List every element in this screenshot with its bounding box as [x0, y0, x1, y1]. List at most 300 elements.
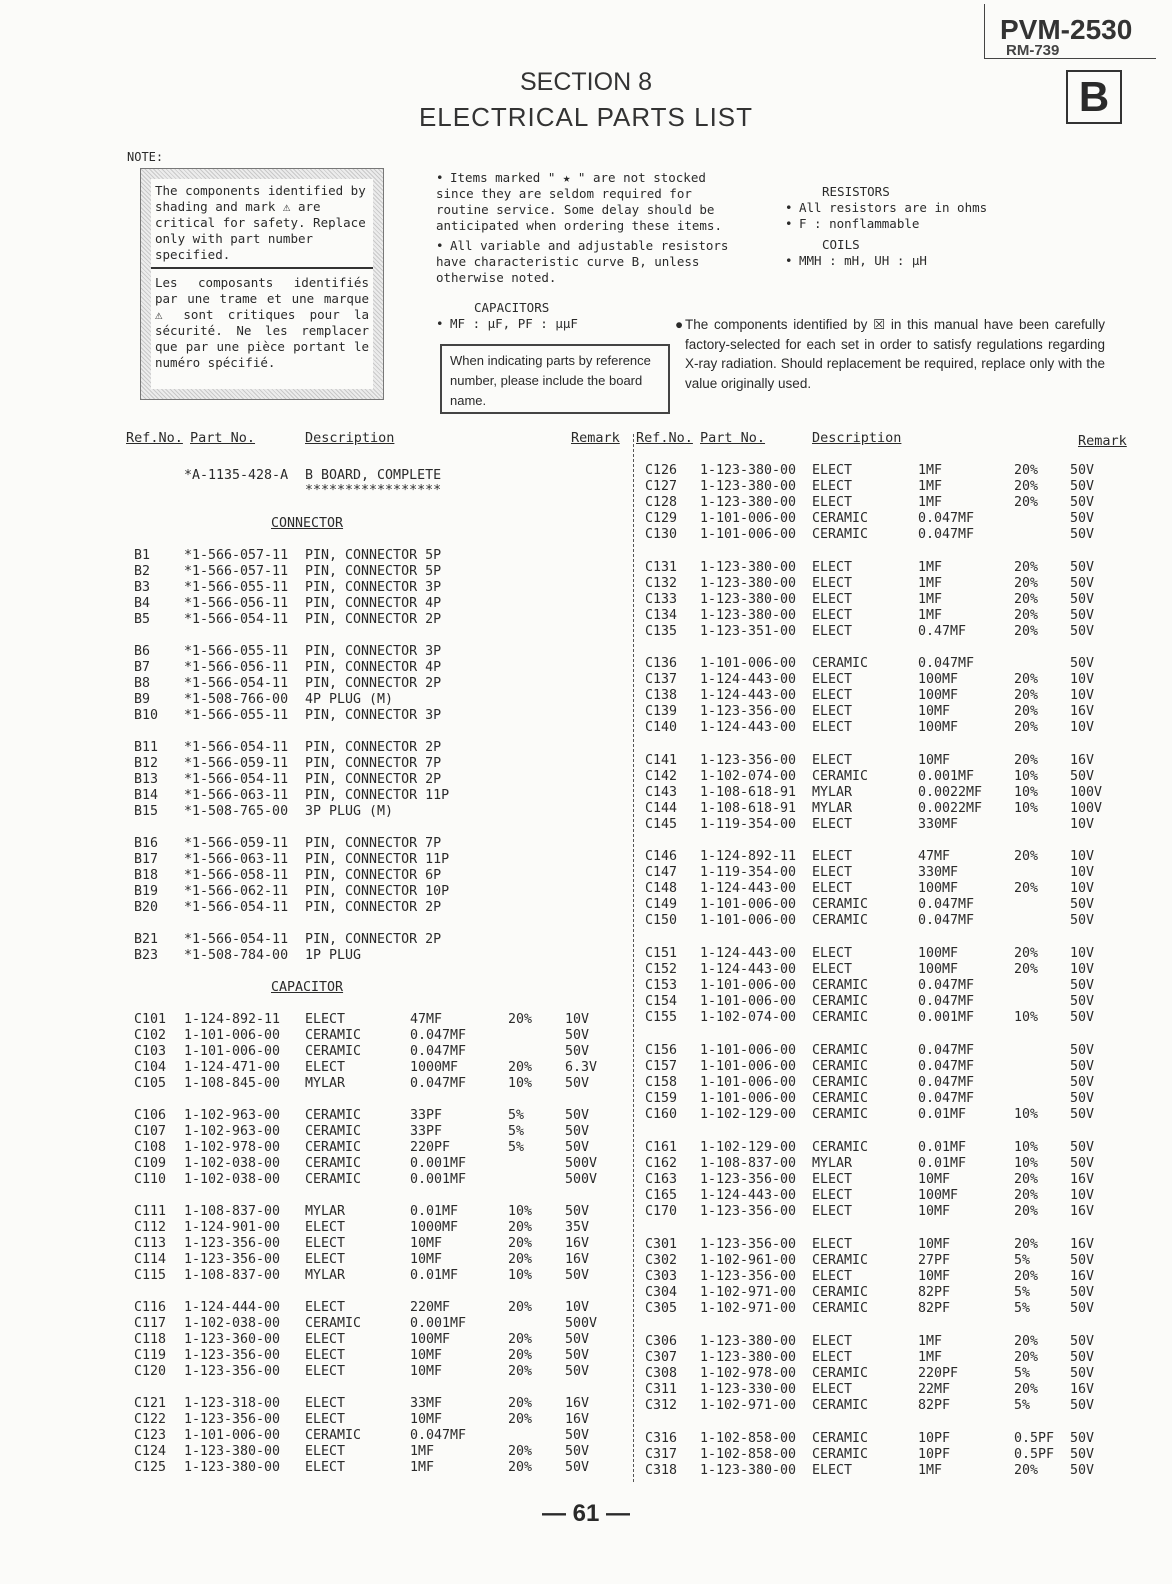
table-row	[0, 1107, 1172, 1123]
cell-tol: 5%	[1014, 1301, 1031, 1316]
cell-tol: 10%	[1014, 1107, 1039, 1122]
cell-ref: B15	[134, 804, 159, 819]
cell-volt: 50V	[1070, 1253, 1095, 1268]
col-desc-left: Description	[305, 430, 395, 446]
cell-desc: PIN, CONNECTOR 3P	[305, 708, 442, 723]
cell-ref: C148	[645, 881, 678, 896]
table-row	[0, 1269, 1172, 1285]
cell-desc: CERAMIC	[812, 1398, 869, 1413]
cell-val: 10MF	[918, 704, 951, 719]
cell-part: 1-101-006-00	[184, 1428, 281, 1443]
cell-ref: C307	[645, 1350, 678, 1365]
cell-volt: 10V	[1070, 881, 1095, 896]
table-row	[0, 1075, 1172, 1091]
cell-desc: CERAMIC	[812, 1075, 869, 1090]
cell-desc: CERAMIC	[812, 1431, 869, 1446]
cell-val: 100MF	[918, 946, 959, 961]
cell-volt: 10V	[565, 1012, 590, 1027]
cell-val: 0.047MF	[410, 1044, 467, 1059]
cell-ref: C129	[645, 511, 678, 526]
cell-desc: ELECT	[812, 560, 853, 575]
table-row	[0, 672, 1172, 688]
cell-desc: MYLAR	[305, 1076, 346, 1091]
cell-ref: C122	[134, 1412, 167, 1427]
cell-val: 0.001MF	[410, 1172, 467, 1187]
table-row	[0, 495, 1172, 511]
cell-volt: 16V	[1070, 1382, 1095, 1397]
table-row	[0, 720, 1172, 736]
cell-ref: C146	[645, 849, 678, 864]
cell-volt: 10V	[1070, 688, 1095, 703]
table-row	[0, 1431, 1172, 1447]
cell-ref: C316	[645, 1431, 678, 1446]
cell-volt: 50V	[1070, 1334, 1095, 1349]
cell-val: 82PF	[918, 1398, 951, 1413]
cell-ref: B9	[134, 692, 151, 707]
table-row	[0, 511, 1172, 527]
cell-part: 1-123-380-00	[700, 495, 797, 510]
cell-part: 1-108-837-00	[184, 1268, 281, 1283]
cell-ref: B23	[134, 948, 159, 963]
cell-part: 1-101-006-00	[700, 913, 797, 928]
cell-val: 100MF	[918, 688, 959, 703]
cell-val: 1MF	[918, 1463, 943, 1478]
cell-val: 10MF	[918, 1269, 951, 1284]
cell-val: 0.47MF	[918, 624, 967, 639]
table-row	[0, 704, 1172, 720]
cell-volt: 50V	[1070, 1366, 1095, 1381]
col-remark-left: Remark	[571, 430, 620, 446]
cell-desc: ELECT	[305, 1396, 346, 1411]
cell-val: 0.047MF	[918, 1091, 975, 1106]
cell-volt: 50V	[1070, 1156, 1095, 1171]
cell-val: 1MF	[918, 560, 943, 575]
cell-desc: CERAMIC	[305, 1028, 362, 1043]
cell-desc: 3P PLUG (M)	[305, 804, 394, 819]
cell-desc: CERAMIC	[812, 1043, 869, 1058]
cell-ref: C134	[645, 608, 678, 623]
cell-part: 1-108-837-00	[700, 1156, 797, 1171]
cell-desc: PIN, CONNECTOR 2P	[305, 900, 442, 915]
cell-desc: ELECT	[812, 817, 853, 832]
table-row	[0, 1059, 1172, 1075]
cell-desc: ELECT	[812, 753, 853, 768]
cell-desc: CERAMIC	[812, 1366, 869, 1381]
cell-part: *1-566-059-11	[184, 836, 289, 851]
cell-desc: CERAMIC	[812, 769, 869, 784]
cell-ref: C126	[645, 463, 678, 478]
cell-tol: 20%	[1014, 592, 1039, 607]
cell-part: 1-123-351-00	[700, 624, 797, 639]
cell-desc: CERAMIC	[812, 1010, 869, 1025]
section-caption: CAPACITOR	[271, 980, 344, 995]
cell-part: *1-566-055-11	[184, 644, 289, 659]
cell-ref: C163	[645, 1172, 678, 1187]
cell-desc: CERAMIC	[812, 656, 869, 671]
cell-volt: 16V	[565, 1412, 590, 1427]
cell-volt: 100V	[1070, 785, 1103, 800]
cell-ref: C137	[645, 672, 678, 687]
cell-val: 33PF	[410, 1124, 443, 1139]
cell-part: 1-102-963-00	[184, 1124, 281, 1139]
cell-part: 1-102-038-00	[184, 1172, 281, 1187]
cell-ref: C153	[645, 978, 678, 993]
cell-part: *1-566-054-11	[184, 612, 289, 627]
cell-ref: B1	[134, 548, 151, 563]
cell-part: 1-101-006-00	[700, 1091, 797, 1106]
cell-val: 0.001MF	[410, 1316, 467, 1331]
cell-tol: 20%	[1014, 1463, 1039, 1478]
cell-part: 1-101-006-00	[700, 656, 797, 671]
cell-volt: 50V	[1070, 560, 1095, 575]
cell-ref: B11	[134, 740, 159, 755]
cell-tol: 20%	[1014, 479, 1039, 494]
cell-tol: 20%	[1014, 560, 1039, 575]
cell-desc: ELECT	[305, 1236, 346, 1251]
note-cap-units-text: MF : μF, PF : μμF	[450, 316, 578, 331]
cell-volt: 50V	[1070, 624, 1095, 639]
cell-tol: 20%	[1014, 1172, 1039, 1187]
cell-volt: 50V	[1070, 1431, 1095, 1446]
cell-desc: PIN, CONNECTOR 3P	[305, 644, 442, 659]
note-res-1: • All resistors are in ohms	[785, 200, 988, 215]
cell-val: 1MF	[918, 608, 943, 623]
table-row	[0, 688, 1172, 704]
cell-val: 330MF	[918, 865, 959, 880]
cell-part: *1-566-063-11	[184, 788, 289, 803]
table-row	[0, 897, 1172, 913]
cell-tol: 20%	[1014, 753, 1039, 768]
cell-tol: 20%	[508, 1460, 533, 1475]
cell-val: 0.047MF	[918, 978, 975, 993]
cell-part: 1-124-443-00	[700, 881, 797, 896]
col-ref-left: Ref.No.	[126, 430, 183, 446]
cell-val: 10MF	[410, 1412, 443, 1427]
cell-part: *A-1135-428-A	[184, 468, 289, 483]
cell-volt: 50V	[565, 1108, 590, 1123]
cell-tol: 20%	[1014, 463, 1039, 478]
cell-tol: 20%	[1014, 688, 1039, 703]
cell-part: 1-123-380-00	[700, 463, 797, 478]
cell-tol: 20%	[1014, 608, 1039, 623]
table-row	[0, 1043, 1172, 1059]
cell-volt: 50V	[565, 1348, 590, 1363]
cell-volt: 35V	[565, 1220, 590, 1235]
cell-val: 82PF	[918, 1301, 951, 1316]
cell-ref: C141	[645, 753, 678, 768]
table-row	[0, 1237, 1172, 1253]
table-row	[0, 576, 1172, 592]
cell-part: 1-123-380-00	[700, 1350, 797, 1365]
cell-volt: 500V	[565, 1172, 598, 1187]
cell-part: 1-123-380-00	[184, 1444, 281, 1459]
col-desc-right: Description	[812, 430, 902, 446]
table-row	[0, 527, 1172, 543]
cell-desc: PIN, CONNECTOR 5P	[305, 564, 442, 579]
cell-val: 0.047MF	[918, 656, 975, 671]
cell-ref: C110	[134, 1172, 167, 1187]
table-row	[0, 913, 1172, 929]
cell-volt: 50V	[1070, 1285, 1095, 1300]
cell-desc: ELECT	[305, 1332, 346, 1347]
cell-ref: C132	[645, 576, 678, 591]
cell-val: 220PF	[918, 1366, 959, 1381]
page-title: ELECTRICAL PARTS LIST	[418, 102, 754, 132]
cell-part: 1-123-380-00	[700, 592, 797, 607]
cell-tol: 20%	[1014, 881, 1039, 896]
cell-desc: ELECT	[305, 1300, 346, 1315]
cell-part: 1-101-006-00	[700, 1075, 797, 1090]
cell-desc: ELECT	[305, 1220, 346, 1235]
table-row	[0, 801, 1172, 817]
cell-desc: PIN, CONNECTOR 7P	[305, 836, 442, 851]
cell-desc: CERAMIC	[305, 1316, 362, 1331]
cell-tol: 10%	[1014, 785, 1039, 800]
cell-volt: 50V	[565, 1204, 590, 1219]
table-row	[0, 479, 1172, 495]
cell-tol: 20%	[1014, 1269, 1039, 1284]
cell-part: 1-123-380-00	[700, 560, 797, 575]
note-label: NOTE:	[127, 150, 164, 164]
cell-part: *1-566-059-11	[184, 756, 289, 771]
table-row	[0, 592, 1172, 608]
cell-tol: 0.5PF	[1014, 1431, 1055, 1446]
cell-val: 100MF	[410, 1332, 451, 1347]
cell-desc: CERAMIC	[812, 994, 869, 1009]
cell-part: 1-123-380-00	[700, 479, 797, 494]
cell-ref: C144	[645, 801, 678, 816]
cell-tol: 20%	[508, 1060, 533, 1075]
cell-part: 1-123-356-00	[184, 1412, 281, 1427]
cell-val: 1MF	[918, 479, 943, 494]
cell-tol: 20%	[1014, 946, 1039, 961]
cell-val: 0.01MF	[918, 1107, 967, 1122]
cell-desc: ELECT	[812, 1204, 853, 1219]
cell-ref: C145	[645, 817, 678, 832]
cell-ref: C106	[134, 1108, 167, 1123]
cell-desc: ELECT	[812, 479, 853, 494]
cell-part: 1-123-380-00	[700, 1463, 797, 1478]
cell-ref: C103	[134, 1044, 167, 1059]
cell-volt: 50V	[565, 1140, 590, 1155]
table-row	[0, 1188, 1172, 1204]
cell-volt: 50V	[565, 1444, 590, 1459]
cell-part: 1-123-360-00	[184, 1332, 281, 1347]
cell-part: 1-123-356-00	[184, 1364, 281, 1379]
table-row	[0, 1412, 1172, 1428]
cell-ref: C133	[645, 592, 678, 607]
cell-volt: 50V	[1070, 1398, 1095, 1413]
cell-val: 100MF	[918, 962, 959, 977]
cell-part: 1-124-892-11	[700, 849, 797, 864]
cell-desc: PIN, CONNECTOR 2P	[305, 772, 442, 787]
cell-ref: C107	[134, 1124, 167, 1139]
cell-tol: 10%	[1014, 1156, 1039, 1171]
section-caption: CONNECTOR	[271, 516, 344, 531]
cell-desc: ELECT	[812, 1463, 853, 1478]
cell-ref: C154	[645, 994, 678, 1009]
cell-val: 100MF	[918, 720, 959, 735]
cell-part: 1-124-443-00	[700, 962, 797, 977]
cell-part: 1-123-380-00	[700, 576, 797, 591]
cell-val: 0.0022MF	[918, 801, 983, 816]
col-part-right: Part No.	[700, 430, 766, 446]
cell-val: 33MF	[410, 1396, 443, 1411]
cell-ref: C127	[645, 479, 678, 494]
table-row	[0, 1366, 1172, 1382]
cell-part: 1-124-443-00	[700, 946, 797, 961]
cell-val: 0.047MF	[918, 1043, 975, 1058]
table-row	[0, 608, 1172, 624]
cell-val: 330MF	[918, 817, 959, 832]
cell-volt: 50V	[1070, 897, 1095, 912]
cell-volt: 50V	[1070, 527, 1095, 542]
cell-part: 1-101-006-00	[700, 1059, 797, 1074]
cell-ref: B18	[134, 868, 159, 883]
cell-desc: ELECT	[812, 592, 853, 607]
cell-desc: CERAMIC	[812, 897, 869, 912]
cell-val: 0.047MF	[918, 1059, 975, 1074]
cell-volt: 16V	[1070, 1269, 1095, 1284]
table-row	[0, 881, 1172, 897]
cell-desc: CERAMIC	[305, 1108, 362, 1123]
cell-val: 10MF	[410, 1252, 443, 1267]
cell-tol: 20%	[508, 1412, 533, 1427]
cell-val: 100MF	[918, 1188, 959, 1203]
cell-desc: CERAMIC	[812, 527, 869, 542]
cell-part: 1-101-006-00	[700, 527, 797, 542]
cell-ref: C165	[645, 1188, 678, 1203]
cell-tol: 20%	[1014, 1350, 1039, 1365]
cell-part: *1-566-057-11	[184, 548, 289, 563]
cell-desc: *****************	[305, 483, 442, 498]
cell-part: 1-102-978-00	[184, 1140, 281, 1155]
cell-tol: 20%	[508, 1332, 533, 1347]
cell-val: 0.01MF	[918, 1156, 967, 1171]
page-number: — 61 —	[541, 1500, 631, 1527]
cell-volt: 50V	[1070, 479, 1095, 494]
cell-volt: 16V	[1070, 1237, 1095, 1252]
cell-volt: 50V	[565, 1044, 590, 1059]
cell-tol: 10%	[508, 1076, 533, 1091]
cell-part: 1-124-901-00	[184, 1220, 281, 1235]
cell-part: 1-123-356-00	[184, 1252, 281, 1267]
cell-part: 1-123-356-00	[700, 753, 797, 768]
cell-val: 1000MF	[410, 1220, 459, 1235]
cell-ref: C303	[645, 1269, 678, 1284]
cell-val: 10MF	[918, 1172, 951, 1187]
cell-volt: 50V	[1070, 1140, 1095, 1155]
col-part-left: Part No.	[190, 430, 256, 446]
cell-val: 10MF	[410, 1236, 443, 1251]
cell-ref: B10	[134, 708, 159, 723]
cell-part: 1-102-858-00	[700, 1447, 797, 1462]
cell-val: 0.001MF	[918, 769, 975, 784]
cell-part: 1-123-330-00	[700, 1382, 797, 1397]
cell-desc: ELECT	[812, 704, 853, 719]
table-row	[0, 560, 1172, 576]
table-row	[0, 1172, 1172, 1188]
note-coil-title: COILS	[822, 237, 860, 252]
cell-tol: 20%	[508, 1348, 533, 1363]
cell-part: *1-566-054-11	[184, 900, 289, 915]
cell-desc: CERAMIC	[305, 1172, 362, 1187]
cell-desc: MYLAR	[305, 1268, 346, 1283]
cell-tol: 10%	[1014, 769, 1039, 784]
cell-ref: C170	[645, 1204, 678, 1219]
table-row	[0, 1204, 1172, 1220]
cell-volt: 16V	[565, 1236, 590, 1251]
cell-val: 1MF	[918, 1350, 943, 1365]
cell-desc: ELECT	[812, 1350, 853, 1365]
cell-desc: PIN, CONNECTOR 4P	[305, 660, 442, 675]
cell-tol: 20%	[508, 1220, 533, 1235]
cell-desc: CERAMIC	[812, 1253, 869, 1268]
note-res-2: • F : nonflammable	[785, 216, 920, 231]
cell-tol: 20%	[1014, 1204, 1039, 1219]
cell-part: 1-102-971-00	[700, 1398, 797, 1413]
cell-part: 1-123-380-00	[184, 1460, 281, 1475]
cell-ref: C142	[645, 769, 678, 784]
cell-part: *1-566-058-11	[184, 868, 289, 883]
cell-volt: 50V	[565, 1332, 590, 1347]
table-row	[0, 1253, 1172, 1269]
cell-volt: 50V	[1070, 1107, 1095, 1122]
cell-desc: CERAMIC	[812, 1285, 869, 1300]
cell-val: 47MF	[410, 1012, 443, 1027]
cell-desc: CERAMIC	[812, 978, 869, 993]
cell-tol: 20%	[1014, 1237, 1039, 1252]
cell-volt: 6.3V	[565, 1060, 598, 1075]
cell-part: *1-566-055-11	[184, 708, 289, 723]
cell-val: 10MF	[410, 1348, 443, 1363]
cell-ref: C312	[645, 1398, 678, 1413]
cell-ref: B5	[134, 612, 151, 627]
cell-part: *1-566-054-11	[184, 740, 289, 755]
cell-val: 100MF	[918, 672, 959, 687]
table-row	[0, 849, 1172, 865]
cell-part: 1-102-963-00	[184, 1108, 281, 1123]
cell-volt: 10V	[1070, 720, 1095, 735]
cell-tol: 5%	[1014, 1285, 1031, 1300]
cell-ref: C120	[134, 1364, 167, 1379]
table-row	[0, 753, 1172, 769]
table-row	[0, 1398, 1172, 1414]
xray-note	[675, 315, 1105, 394]
cell-val: 0.001MF	[410, 1156, 467, 1171]
cell-desc: ELECT	[812, 576, 853, 591]
cell-desc: 1P PLUG	[305, 948, 362, 963]
cell-ref: B14	[134, 788, 159, 803]
cell-part: 1-124-443-00	[700, 672, 797, 687]
table-row	[0, 1220, 1172, 1236]
table-row	[0, 1350, 1172, 1366]
cell-tol: 20%	[1014, 1188, 1039, 1203]
cell-part: 1-102-978-00	[700, 1366, 797, 1381]
cell-tol: 5%	[508, 1108, 525, 1123]
cell-desc: CERAMIC	[812, 1301, 869, 1316]
cell-part: 1-123-356-00	[700, 1204, 797, 1219]
cell-volt: 500V	[565, 1156, 598, 1171]
cell-part: 1-124-471-00	[184, 1060, 281, 1075]
cell-val: 10PF	[918, 1447, 951, 1462]
cell-ref: B20	[134, 900, 159, 915]
cell-desc: CERAMIC	[812, 1140, 869, 1155]
cell-desc: ELECT	[305, 1348, 346, 1363]
corner-rule-vertical	[984, 4, 985, 58]
reference-note-box: When indicating parts by reference number, please include the board name.	[440, 344, 670, 414]
note-stock: • Items marked " ★ " are not stocked since they are seldom required for routine service. Some delay should be anticipated when ordering these items.	[436, 170, 722, 233]
